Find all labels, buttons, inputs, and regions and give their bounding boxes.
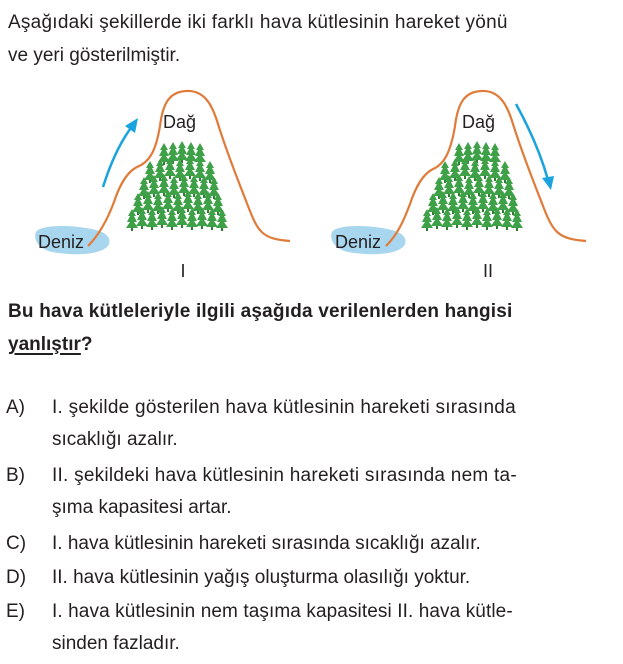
sea-label-2: Deniz [335,232,382,252]
forest-1 [126,141,228,231]
option-d[interactable] [0,562,623,594]
question-line-2 [8,328,92,362]
figure-2 [331,91,586,281]
question-emphasis: yanlıştır [8,334,81,355]
question-intro [8,6,618,72]
option-b[interactable] [0,460,623,524]
intro-line-1: Aşağıdaki şekillerde iki farklı hava kütlesinin hareket yönü [8,12,508,33]
sea-label-1: Deniz [38,232,85,252]
mountain-label-1: Dağ [163,112,197,132]
question-stem [8,295,620,329]
figure-1 [35,91,290,281]
option-c[interactable] [0,528,623,560]
option-b-key: B) [6,465,25,486]
option-e-line-2: sinden fazladır. [52,633,180,654]
option-a-line-1: I. şekilde gösterilen hava kütlesinin hareketi sırasında [52,397,516,418]
forest-2 [421,141,523,231]
option-d-key: D) [6,567,27,588]
arrow-up-icon [103,118,138,187]
option-e[interactable] [0,596,623,660]
mountain-figures [0,84,623,294]
option-a-key: A) [6,397,25,418]
option-c-line-1: I. hava kütlesinin hareketi sırasında sıcaklığı azalır. [52,533,481,554]
option-b-line-1: II. şekildeki hava kütlesinin hareketi sırasında nem ta- [52,465,517,486]
option-b-line-2: şıma kapasitesi artar. [52,497,232,518]
option-d-line-1: II. hava kütlesinin yağış oluşturma olasılığı yoktur. [52,567,471,588]
option-a[interactable] [0,392,623,456]
option-a-line-2: sıcaklığı azalır. [52,429,178,450]
option-e-line-1: I. hava kütlesinin nem taşıma kapasitesi II. hava kütle- [52,601,513,622]
figure-number-1: I [180,261,186,281]
figure-number-2: II [482,261,494,281]
intro-line-2: ve yeri gösterilmiştir. [8,45,181,66]
mountain-label-2: Dağ [462,112,496,132]
option-e-key: E) [6,601,25,622]
question-line-1: Bu hava kütleleriyle ilgili aşağıda verilenlerden hangisi [8,301,513,322]
option-c-key: C) [6,533,27,554]
question-mark: ? [80,334,93,355]
